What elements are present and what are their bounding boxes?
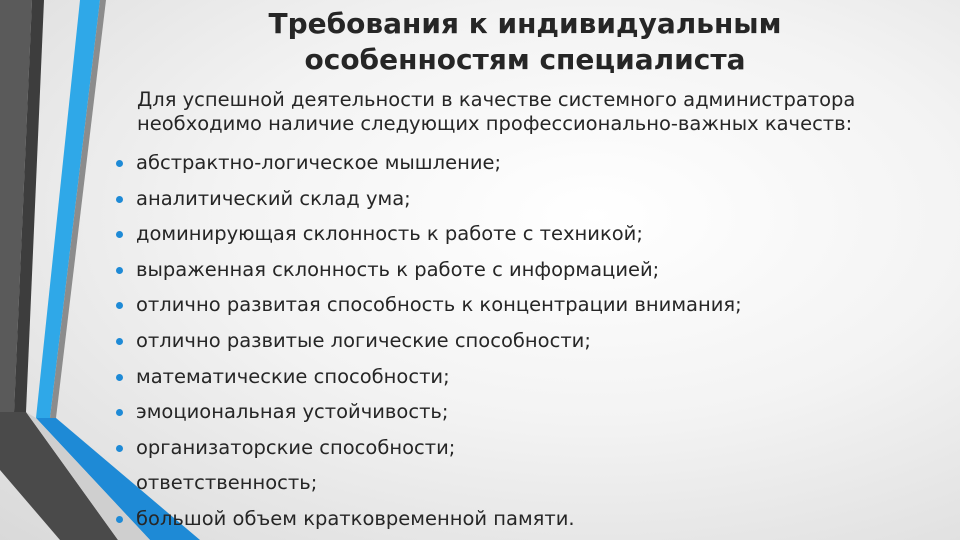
bullet-icon	[116, 409, 123, 416]
list-item-text: выраженная склонность к работе с информацией;	[136, 257, 660, 281]
qualities-list	[113, 145, 943, 537]
bullet-icon	[116, 267, 123, 274]
list-item	[113, 501, 943, 537]
list-item	[113, 359, 943, 395]
list-item	[113, 465, 943, 501]
list-item-text: ответственность;	[136, 471, 318, 495]
list-item-text: математические способности;	[136, 364, 450, 388]
list-item	[113, 252, 943, 288]
list-item	[113, 323, 943, 359]
list-item	[113, 394, 943, 430]
blue-stripe-upper	[36, 0, 100, 418]
list-item	[113, 430, 943, 466]
list-item-text: доминирующая склонность к работе с техникой;	[136, 222, 643, 246]
bullet-icon	[116, 445, 123, 452]
intro-line-2: необходимо наличие следующих профессионально-важных качеств:	[137, 112, 853, 135]
bullet-icon	[116, 196, 123, 203]
bullet-icon	[116, 516, 123, 523]
list-item-text: большой объем кратковременной памяти.	[136, 506, 575, 530]
list-item	[113, 181, 943, 217]
bullet-icon	[116, 160, 123, 167]
slide-title	[180, 6, 870, 78]
bullet-icon	[116, 231, 123, 238]
list-item-text: абстрактно-логическое мышление;	[136, 151, 502, 174]
title-line-2: особенностям специалиста	[304, 43, 746, 76]
list-item	[113, 287, 943, 323]
intro-paragraph	[137, 88, 947, 136]
bullet-icon	[116, 480, 123, 487]
bullet-icon	[116, 338, 123, 345]
list-item	[113, 145, 943, 181]
intro-line-1: Для успешной деятельности в качестве системного администратора	[137, 88, 856, 111]
list-item	[113, 216, 943, 252]
bullet-icon	[116, 374, 123, 381]
list-item-text: отлично развитая способность к концентрации внимания;	[136, 293, 742, 317]
list-item-text: организаторские способности;	[136, 435, 456, 459]
bullet-icon	[116, 302, 123, 309]
list-item-text: эмоциональная устойчивость;	[136, 400, 449, 424]
list-item-text: отлично развитые логические способности;	[136, 328, 591, 352]
title-line-1: Требования к индивидуальным	[268, 7, 782, 40]
list-item-text: аналитический склад ума;	[136, 186, 411, 210]
